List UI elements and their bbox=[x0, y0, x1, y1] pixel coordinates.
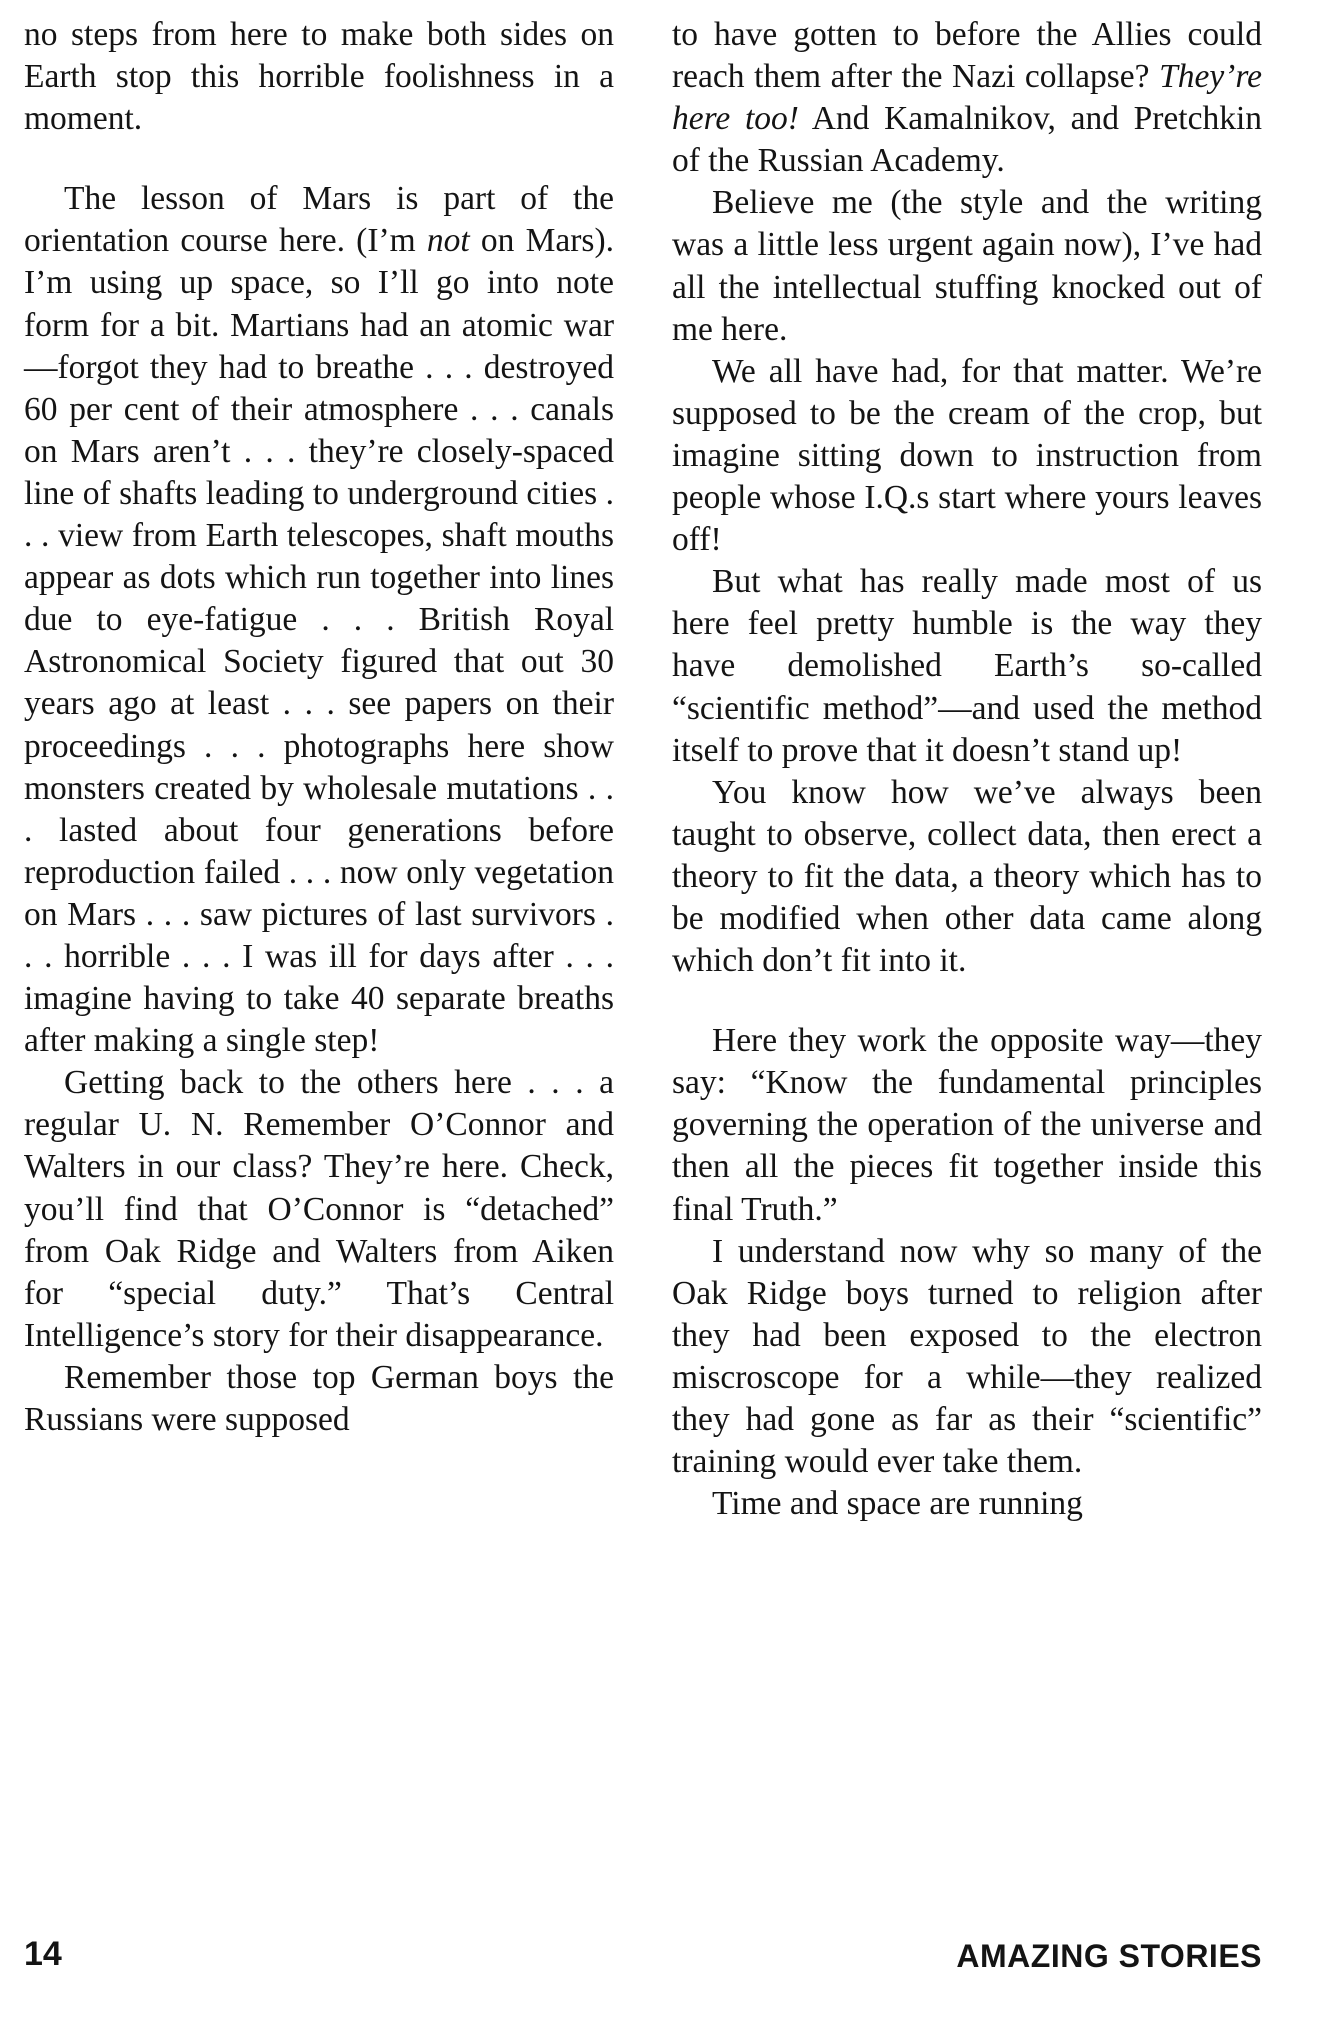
paragraph-scientific-method: But what has really made most of us here feel pretty humble is the way they have demolished Earth’s so-called “scientific method”—and used the method itself to prove that it doesn’t stand up! bbox=[672, 563, 1262, 769]
paragraph-german-boys: Remember those top German boys the Russians were supposed bbox=[24, 1358, 614, 1438]
paragraph-opposite-way: Here they work the opposite way—they say: “Know the fundamental principles governing the operation of the universe and then all the pieces fit together inside this final Truth.” bbox=[672, 1022, 1262, 1228]
emphasis-text: not bbox=[426, 222, 470, 260]
paragraph-continued: no steps from here to make both sides on Earth stop this horrible foolishness in a moment. bbox=[24, 16, 614, 138]
text-run: on Mars). I’m using up space, so I’ll go into note form for a bit. Martians had an atomic war—forgot they had to breathe . . . destroyed 60 per cent of their atmosphere . . . canals on Mars aren’t . . . they’re closely-spaced line of shafts leading to underground cities . . . view from Earth telescopes, shaft mouths appear as dots which run together into lines due to eye-fatigue . . . British Royal Astronomical Society figured that out 30 years ago at least . . . see papers on their proceedings . . . photographs here show monsters created by wholesale mutations . . . lasted about four generations before reproduction failed . . . now only vegetation on Mars . . . saw pictures of last survivors . . . horrible . . . I was ill for days after . . . imagine having to take 40 separate breaths after making a single step! bbox=[24, 222, 614, 1060]
text-run: to have gotten to before the Allies could reach them after the Nazi collapse? bbox=[672, 16, 1262, 96]
paragraph-believe-me: Believe me (the style and the writing was a little less urgent again now), I’ve had all the intellectual stuffing knocked out of me here. bbox=[672, 184, 1262, 348]
paragraph-cream-of-crop: We all have had, for that matter. We’re supposed to be the cream of the crop, but imagine sitting down to instruction from people whose I.Q.s start where yours leaves off! bbox=[672, 352, 1262, 559]
running-title: AMAZING STORIES bbox=[956, 1938, 1262, 1974]
paragraph-allies bbox=[672, 14, 1262, 182]
paragraph-time-space: Time and space are running bbox=[712, 1485, 1083, 1523]
paragraph-others-here: Getting back to the others here . . . a regular U. N. Remember O’Connor and Walters in our class? They’re here. Check, you’ll find that O’Connor is “detached” from Oak Ridge and Walters from Aiken for “special duty.” That’s Central Intelligence’s story for their disappearance. bbox=[24, 1064, 614, 1354]
right-column bbox=[672, 14, 1262, 1525]
paragraph-mars-lesson bbox=[24, 178, 614, 1062]
paragraph-observe-collect: You know how we’ve always been taught to observe, collect data, then erect a theory to fit the data, a theory which has to be modified when other data came along which don’t fit into it. bbox=[672, 773, 1262, 980]
text-run: And Kamalnikov, and Pretchkin of the Russian Academy. bbox=[672, 100, 1263, 180]
left-column bbox=[24, 14, 614, 1441]
emphasis-text: They’re here too! bbox=[672, 58, 1262, 138]
text-run: The lesson of Mars is part of the orientation course here. (I’m bbox=[24, 180, 614, 260]
paragraph-oak-ridge: I understand now why so many of the Oak Ridge boys turned to religion after they had been exposed to the electron miscroscope for a while—they realized they had gone as far as their “scientific” training would ever take them. bbox=[672, 1232, 1262, 1481]
page-number: 14 bbox=[24, 1935, 62, 1973]
